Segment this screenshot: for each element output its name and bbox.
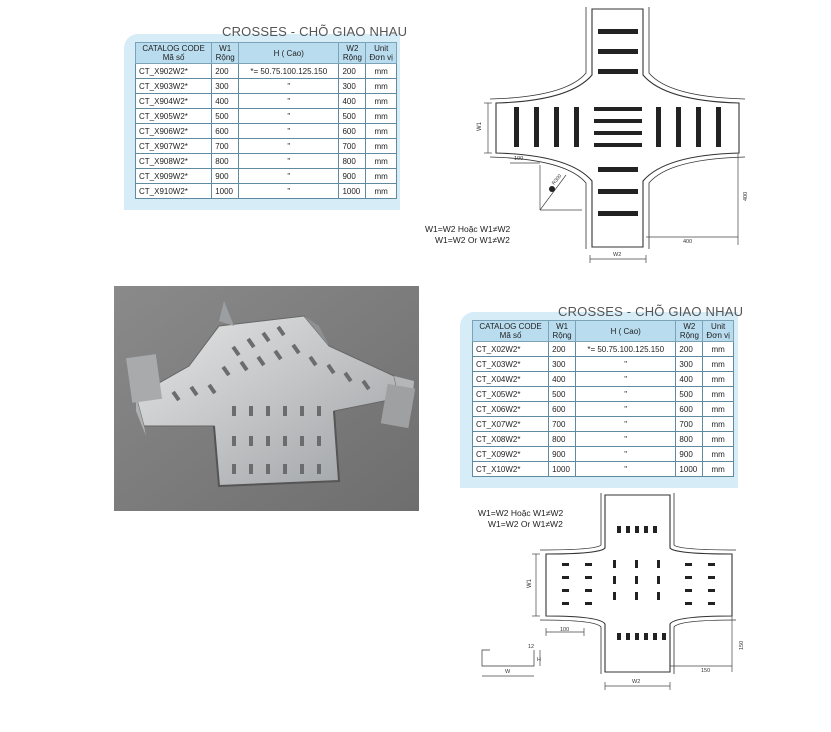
cell-w1: 1000	[549, 462, 576, 477]
cell-w2: 1000	[676, 462, 703, 477]
cell-unit: mm	[703, 432, 734, 447]
table-row	[136, 94, 397, 109]
dim-w2-label: W2	[613, 252, 622, 258]
cell-catalog-code: CT_X909W2*	[136, 169, 212, 184]
cell-w2: 300	[339, 79, 366, 94]
cell-w1: 1000	[212, 184, 239, 199]
table-row	[473, 372, 734, 387]
cell-w2: 200	[676, 342, 703, 357]
table-row	[136, 184, 397, 199]
cell-catalog-code: CT_X05W2*	[473, 387, 549, 402]
table-row	[473, 387, 734, 402]
table-row	[473, 417, 734, 432]
cell-w2: 800	[339, 154, 366, 169]
header-h: H ( Cao)	[239, 43, 339, 64]
table-header-row	[473, 321, 734, 342]
table1-title: CROSSES - CHÕ GIAO NHAU	[222, 24, 408, 39]
header-w2: W2 Rộng	[676, 321, 703, 342]
cell-catalog-code: CT_X910W2*	[136, 184, 212, 199]
cell-unit: mm	[366, 154, 397, 169]
cell-w1: 700	[212, 139, 239, 154]
product-photo	[114, 286, 419, 511]
cell-w1: 200	[549, 342, 576, 357]
table-row	[473, 357, 734, 372]
table-row	[136, 64, 397, 79]
cell-h: *= 50.75.100.125.150	[239, 64, 339, 79]
catalog-table-1	[135, 42, 397, 199]
header-unit: Unit Đơn vị	[366, 43, 397, 64]
cell-w1: 300	[212, 79, 239, 94]
cable-tray-cross-photo-icon	[114, 286, 419, 511]
dim-12-label: 12	[528, 644, 535, 650]
cell-catalog-code: CT_X905W2*	[136, 109, 212, 124]
cell-unit: mm	[703, 372, 734, 387]
dim-150-right-label: 150	[739, 640, 745, 650]
cell-h: "	[239, 109, 339, 124]
table-header-row	[136, 43, 397, 64]
cell-w2: 700	[339, 139, 366, 154]
cell-unit: mm	[366, 109, 397, 124]
cell-w2: 400	[339, 94, 366, 109]
table-row	[473, 402, 734, 417]
cell-unit: mm	[366, 124, 397, 139]
dim-w-label: W	[505, 669, 511, 675]
dim-w1-label-2: W1	[527, 579, 533, 588]
cell-unit: mm	[366, 64, 397, 79]
cell-w2: 800	[676, 432, 703, 447]
cell-w1: 600	[212, 124, 239, 139]
cell-w2: 700	[676, 417, 703, 432]
cell-h: "	[576, 417, 676, 432]
dim-radius-label: R300	[550, 173, 564, 187]
cell-h: "	[239, 169, 339, 184]
cell-w1: 500	[549, 387, 576, 402]
cell-w2: 900	[339, 169, 366, 184]
header-w2: W2 Rộng	[339, 43, 366, 64]
cell-w2: 300	[676, 357, 703, 372]
dim-w1-label: W1	[477, 122, 483, 131]
perforation-slots	[562, 526, 715, 640]
cell-h: "	[576, 357, 676, 372]
cell-w1: 900	[549, 447, 576, 462]
cell-h: "	[576, 372, 676, 387]
cell-catalog-code: CT_X04W2*	[473, 372, 549, 387]
cell-unit: mm	[366, 79, 397, 94]
table-row	[136, 169, 397, 184]
cell-h: "	[239, 184, 339, 199]
cell-h: "	[576, 387, 676, 402]
table-row	[473, 342, 734, 357]
cell-w1: 600	[549, 402, 576, 417]
cell-h: "	[239, 79, 339, 94]
cell-catalog-code: CT_X09W2*	[473, 447, 549, 462]
cell-unit: mm	[366, 169, 397, 184]
dim-400-right-label: 400	[743, 191, 749, 201]
header-w1: W1 Rộng	[549, 321, 576, 342]
cell-w1: 300	[549, 357, 576, 372]
table-row	[136, 79, 397, 94]
cell-h: "	[576, 462, 676, 477]
table-row	[136, 139, 397, 154]
cell-w1: 900	[212, 169, 239, 184]
cell-h: "	[576, 447, 676, 462]
cell-h: "	[239, 154, 339, 169]
cell-unit: mm	[703, 342, 734, 357]
cell-w1: 400	[212, 94, 239, 109]
cell-unit: mm	[366, 184, 397, 199]
cell-w1: 800	[212, 154, 239, 169]
cell-catalog-code: CT_X06W2*	[473, 402, 549, 417]
cell-catalog-code: CT_X02W2*	[473, 342, 549, 357]
cell-w1: 800	[549, 432, 576, 447]
cell-w1: 400	[549, 372, 576, 387]
cross-drawing-1	[470, 5, 760, 270]
cell-w2: 600	[676, 402, 703, 417]
dim-150-bottom-label: 150	[701, 668, 711, 674]
cell-w1: 700	[549, 417, 576, 432]
cell-h: "	[576, 432, 676, 447]
cell-unit: mm	[703, 402, 734, 417]
cell-unit: mm	[703, 417, 734, 432]
cell-unit: mm	[703, 462, 734, 477]
cell-unit: mm	[703, 357, 734, 372]
header-h: H ( Cao)	[576, 321, 676, 342]
header-unit: Unit Đơn vị	[703, 321, 734, 342]
cell-w2: 900	[676, 447, 703, 462]
perforation-slots	[514, 29, 721, 216]
cell-catalog-code: CT_X908W2*	[136, 154, 212, 169]
table-row	[473, 447, 734, 462]
cell-catalog-code: CT_X902W2*	[136, 64, 212, 79]
cell-w2: 500	[339, 109, 366, 124]
dim-w2-label-2: W2	[632, 679, 641, 685]
dim-h-label: H	[537, 657, 541, 663]
cell-catalog-code: CT_X906W2*	[136, 124, 212, 139]
cell-catalog-code: CT_X10W2*	[473, 462, 549, 477]
diagram2-note: W1=W2 Hoặc W1≠W2 W1=W2 Or W1≠W2	[478, 508, 564, 529]
table-row	[473, 432, 734, 447]
table-row	[136, 124, 397, 139]
cell-w2: 200	[339, 64, 366, 79]
table2-title: CROSSES - CHÕ GIAO NHAU	[558, 304, 744, 319]
dim-100-label: 100	[514, 156, 524, 162]
header-w1: W1 Rộng	[212, 43, 239, 64]
header-catalog-code: CATALOG CODE Mã số	[473, 321, 549, 342]
dim-100-label-2: 100	[560, 627, 570, 633]
cell-h: "	[239, 124, 339, 139]
cell-w2: 400	[676, 372, 703, 387]
cell-w1: 200	[212, 64, 239, 79]
dim-400-bottom-label: 400	[683, 239, 693, 245]
cell-h: "	[239, 94, 339, 109]
table-row	[136, 154, 397, 169]
diagram1-note: W1=W2 Hoặc W1≠W2 W1=W2 Or W1≠W2	[425, 224, 511, 245]
catalog-table-2	[472, 320, 734, 477]
cross-drawing-2	[470, 490, 760, 700]
cell-h: "	[576, 402, 676, 417]
cell-catalog-code: CT_X07W2*	[473, 417, 549, 432]
cell-h: "	[239, 139, 339, 154]
table-row	[136, 109, 397, 124]
cell-unit: mm	[366, 139, 397, 154]
cell-catalog-code: CT_X08W2*	[473, 432, 549, 447]
cell-unit: mm	[703, 387, 734, 402]
cell-h: *= 50.75.100.125.150	[576, 342, 676, 357]
cell-unit: mm	[703, 447, 734, 462]
cell-w2: 1000	[339, 184, 366, 199]
cell-catalog-code: CT_X903W2*	[136, 79, 212, 94]
cell-unit: mm	[366, 94, 397, 109]
header-catalog-code: CATALOG CODE Mã số	[136, 43, 212, 64]
cell-catalog-code: CT_X907W2*	[136, 139, 212, 154]
table-row	[473, 462, 734, 477]
cell-catalog-code: CT_X904W2*	[136, 94, 212, 109]
cell-w2: 500	[676, 387, 703, 402]
cell-w1: 500	[212, 109, 239, 124]
cell-catalog-code: CT_X03W2*	[473, 357, 549, 372]
cell-w2: 600	[339, 124, 366, 139]
